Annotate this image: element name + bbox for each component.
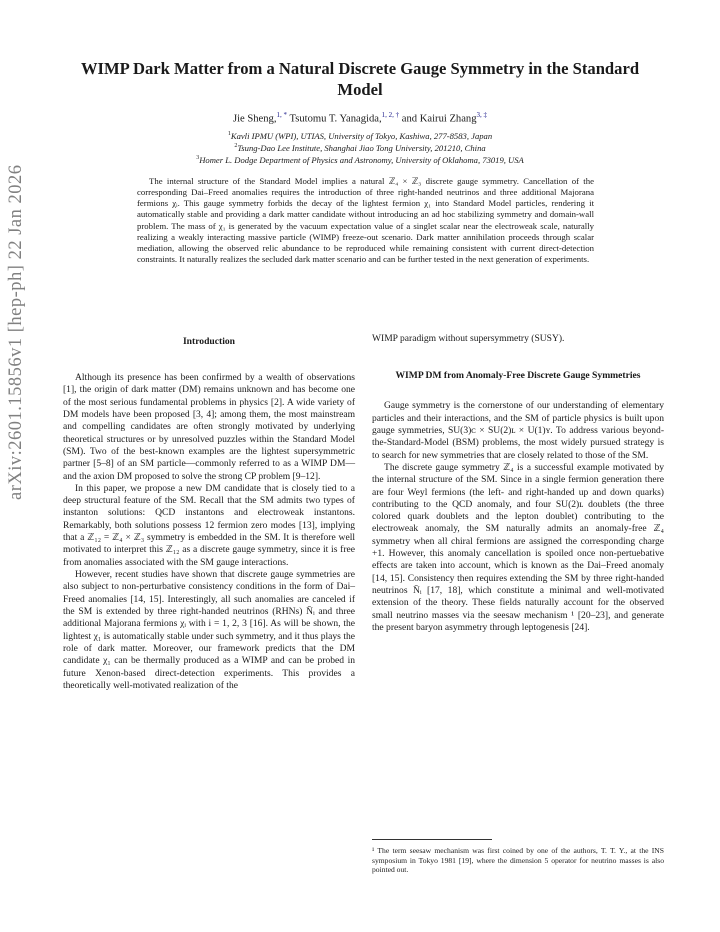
author-2: Tsutomu T. Yanagida, [289,113,382,125]
abstract: The internal structure of the Standard Model implies a natural ℤ₄ × ℤ₃ discrete gauge symmetry. Cancellation of the corresponding Dai–Freed anomalies requires the introduction of three right-handed neutrinos and three additional Majorana fermions χᵢ. This gauge symmetry forbids the decay of the lightest fermion χ₁ into Standard Model particles, rendering it automatically stable and providing a dark matter candidate without introducing an ad hoc stabilizing symmetry and domain-wall problem. The mass of χ₁ is generated by the vacuum expectation value of a singlet scalar near the electroweak scale, naturally realizing a weakly interacting massive particle (WIMP) freeze-out scenario. Dark matter annihilation proceeds through scalar mediation, allowing the observed relic abundance to be reproduced while remaining consistent with current direct-detection constraints. It naturally realizes the secluded dark matter scenario and can be further tested in the next generation of experiments. [137,176,594,265]
affiliation-3-text: Homer L. Dodge Department of Physics and Astronomy, University of Oklahoma, 73019, USA [199,154,524,165]
wimp-heading: WIMP DM from Anomaly-Free Discrete Gauge Symmetries [395,370,641,382]
arxiv-stamp-text: arXiv:2601.15856v1 [hep-ph] 22 Jan 2026 [6,164,26,500]
affiliation-1-text: Kavli IPMU (WPI), UTIAS, University of Tokyo, Kashiwa, 277-8583, Japan [230,130,493,141]
intro-paragraph-2: In this paper, we propose a new DM candidate that is closely tied to a deep structural feature of the SM. Recall that the SM admits two types of instanton solutions: QCD instantons and electroweak instantons. Remarkably, both solutions possess 12 fermion zero modes [13], implying that a ℤ₁₂ = ℤ₄ × ℤ₃ symmetry is embedded in the SM. It is therefore well motivated to interpret this ℤ₁₂ as a discrete gauge symmetry, since it is free from anomalies associated with the SM gauge interactions. [63,482,355,568]
wimp-paragraph-1: Gauge symmetry is the cornerstone of our understanding of elementary particles and their interactions, and the SM of particle physics is built upon gauge symmetries, SU(3)ᴄ × SU(2)ʟ × U(1)ʏ. To address various beyond-the-Standard-Model (BSM) problems, the most widely pursued strategy is to search for new symmetries that are closely related to those of the SM. [372,400,664,461]
intro-paragraph-3: However, recent studies have shown that discrete gauge symmetries are also subject to non-perturbative consistency conditions in the form of Dai–Freed anomalies [14, 15]. Interestingly, all such anomalies are canceled if the SM is extended by three right-handed neutrinos (RHNs) N̄ᵢ and three additional Majorana fermions χᵢ with i = 1, 2, 3 [16]. As will be shown, the lightest χ₁ is automatically stable under such symmetry, and it thus plays the role of dark matter. Moreover, our framework predicts that the DM candidate χ₁ can be thermally produced as a WIMP and can be probed in future Xenon-based direct-detection experiments. This provides a theoretically well-motivated realization of the [63,569,355,691]
author-1-marks[interactable]: 1, * [276,111,288,119]
affiliation-2-text: Tsung-Dao Lee Institute, Shanghai Jiao Tong University, 201210, China [237,142,486,153]
affiliation-1-num: 1 [227,131,231,137]
affiliation-2-num: 2 [234,143,238,149]
affiliation-3 [60,153,660,166]
wimp-paragraph-2: The discrete gauge symmetry ℤ₄ is a successful example motivated by the internal structure of the SM. Since in a single fermion generation there are four Weyl fermions (the left- and right-handed up and down quarks) contributing to the QCD anomaly, and four SU(2)ʟ doublets (the three colored quark doublets and the lepton doublet) contributing to the electroweak anomaly, the SM naturally admits an anomaly-free ℤ₄ symmetry when all chiral fermions are assigned the corresponding charge +1. However, this anomaly cancellation is spoiled once non-pertuebative effects are taken into account, which is known as the Dai–Freed anomaly [14, 15]. Consistency then requires extending the SM by three right-handed neutrinos N̄ᵢ [17, 18], which constitute a minimal and well-motivated extension of the theory. These fields naturally account for the observed small neutrino masses via the seesaw mechanism ¹ [20–23], and generate the present baryon asymmetry through leptogenesis [24]. [372,461,664,633]
intro-paragraph-1: Although its presence has been confirmed by a wealth of observations [1], the origin of dark matter (DM) remains unknown and has become one of the most serious fundamental problems in physics [2]. A wide variety of DM models have been proposed [3, 4]; among them, the most mainstream and compelling candidates are often strongly motivated by underlying theoretical structures or by unresolved puzzles within the Standard Model (SM). Two of the best-known examples are the lightest supersymmetric partner [5–8] of an SM particle—commonly referred to as a WIMP DM—and the axion DM proposed to solve the strong CP problem [9–12]. [63,372,355,482]
author-1: Jie Sheng, [232,113,277,125]
right-column [372,333,664,634]
affiliation-3-num: 3 [196,155,200,161]
paper-title: WIMP Dark Matter from a Natural Discrete Gauge Symmetry in the Standard Model [80,59,640,99]
intro-continuation: WIMP paradigm without supersymmetry (SUSY). [372,333,565,344]
footnote-rule [372,839,492,840]
author-3-marks[interactable]: 3, ‡ [476,111,488,119]
left-column [63,333,355,692]
intro-heading: Introduction [182,336,236,347]
author-2-marks[interactable]: 1, 2, † [381,111,400,119]
footnote: ¹ The term seesaw mechanism was first coined by one of the authors, T. T. Y., at the INS symposium in Tokyo 1981 [19], where the dimension 5 operator for neutrino masses is also pointed out. [372,846,664,875]
author-3: and Kairui Zhang [401,113,477,125]
affiliation-2 [60,141,660,154]
author-list [60,111,660,125]
affiliation-1 [60,129,660,142]
